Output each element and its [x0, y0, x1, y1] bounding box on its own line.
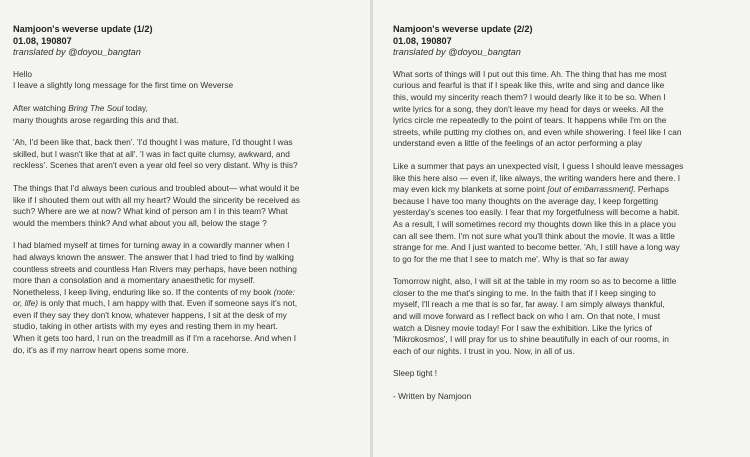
text-line — [393, 184, 740, 196]
text-line: more than a consolation and a momentary anaesthetic for myself. — [13, 275, 256, 286]
right-title: Namjoon's weverse update (2/2) — [393, 24, 533, 34]
text-line: would the members think? And what about you all, below the stage ? — [13, 217, 267, 228]
text-line: I had blamed myself at times for turning away in a cowardly manner when I — [13, 240, 290, 251]
text-line: because I have too many thoughts on the average day, I keep forgetting — [393, 195, 659, 206]
text-line: curious and fearful is that if I speak like this, write and sing and dance like — [393, 80, 665, 91]
text-line: - Written by Namjoon — [393, 391, 472, 402]
text-line: skilled, but I wasn't like that at all'. 'I was in fact quite clumsy, awkward, and — [13, 148, 290, 159]
right-page — [373, 0, 750, 457]
note-text: (note: — [273, 286, 296, 297]
text-line: myself, I'll reach a me that is so far, far away. I am simply always thankful, — [393, 299, 665, 310]
left-paragraph-5 — [13, 240, 360, 356]
text-line: many thoughts arose regarding this and that. — [13, 114, 179, 125]
text-line: each of our nights. I trust in you. Now, in all of us. — [393, 345, 575, 356]
text-segment: is only that much, I am happy with that. Even if someone says it's not, — [38, 298, 298, 309]
text-line: 'Mikrokosmos', I will pray for us to shine beautifully in each of our rooms, in — [393, 334, 669, 345]
text-line: to go for the me that I see to match me'. Why is that so far away — [393, 253, 629, 264]
text-line: strange for me. And I just wanted to become better. 'Ah, I still have a long way — [393, 242, 680, 253]
text-line: What sorts of things will I put out this time. Ah. The thing that has me most — [393, 68, 667, 79]
text-line: can all see them. I'm not sure what you'll think about the movie. It was a little — [393, 230, 675, 241]
text-line: studio, taking in other artists with my eyes and resting them in my heart. — [13, 321, 278, 332]
left-date: 01.08, 190807 — [13, 35, 72, 46]
aside-text: [out of embarrassment] — [547, 184, 634, 195]
text-line: Like a summer that pays an unexpected visit, I guess I should leave messages — [393, 160, 684, 171]
right-page-content — [393, 24, 740, 414]
left-page — [0, 0, 370, 457]
text-segment: today, — [123, 102, 148, 113]
text-line — [13, 287, 360, 299]
text-line: Sleep tight ! — [393, 368, 438, 379]
left-credit: translated by @doyou_bangtan — [13, 47, 141, 58]
right-credit: translated by @doyou_bangtan — [393, 47, 521, 58]
left-paragraph-1 — [13, 69, 360, 92]
right-date: 01.08, 190807 — [393, 35, 452, 46]
text-line: watch a Disney movie today! For I saw the exhibition. Like the lyrics of — [393, 322, 652, 333]
text-line: write lyrics for a song, they don't leave my head for days or weeks. All the — [393, 103, 664, 114]
text-line: reckless'. Scenes that aren't even a year old feel so very distant. Why is this? — [13, 160, 298, 171]
text-line: When it gets too hard, I run on the treadmill as if I'm a racehorse. And when I — [13, 333, 297, 344]
text-line: do, it's as if my narrow heart opens some more. — [13, 344, 189, 355]
right-paragraph-1 — [393, 69, 740, 150]
text-segment: After watching — [13, 102, 69, 113]
text-line: like if I shouted them out with all my heart? Would the sincerity be received as — [13, 194, 300, 205]
text-segment: may even kick my blankets at some point — [393, 184, 548, 195]
text-line: The things that I'd always been curious and troubled about— what would it be — [13, 182, 300, 193]
text-line — [13, 298, 360, 310]
text-line: countless streets and countless Han Rivers may perhaps, have been nothing — [13, 263, 297, 274]
text-line: such? Where are we at now? What kind of person am I in this team? What — [13, 206, 288, 217]
left-paragraph-4 — [13, 183, 360, 229]
right-paragraph-4 — [393, 368, 740, 380]
text-line: like this here also — even if, like always, the writing wanders here and there. I — [393, 172, 681, 183]
text-line: 'Ah, I'd been like that, back then'. 'I'd thought I was mature, I'd thought I was — [13, 137, 293, 148]
left-paragraph-3 — [13, 137, 360, 172]
text-line: I leave a slightly long message for the first time on Weverse — [13, 80, 234, 91]
text-line: Tomorrow night, also, I will sit at the table in my room so as to become a little — [393, 276, 677, 287]
text-line — [13, 103, 360, 115]
text-line: this, would my sincerity reach them? I would dearly like it to be so. When I — [393, 91, 666, 102]
text-line: streets, while putting my clothes on, and even while showering. I feel like I can — [393, 126, 682, 137]
movie-title: Bring The Soul — [68, 102, 124, 113]
text-line: and will move forward as I reflect back on who I am. On that note, I must — [393, 311, 661, 322]
note-text: or, life) — [13, 298, 39, 309]
text-segment: Nonetheless, I keep living, enduring like so. If the contents of my book — [13, 286, 274, 297]
text-line: closer to the me that's singing to me. In the faith that if I keep singing to — [393, 287, 656, 298]
text-line: Hello — [13, 68, 33, 79]
text-line: had always known the answer. The answer that I had tried to find by walking — [13, 251, 294, 262]
text-line: yesterday's scenes too easily. I fear that my forgetfulness will become a habit. — [393, 207, 680, 218]
left-page-content — [13, 24, 360, 367]
text-line: even if they say they don't know, whatever happens, I sit at the desk of my — [13, 309, 287, 320]
left-title: Namjoon's weverse update (1/2) — [13, 24, 153, 34]
right-paragraph-2 — [393, 161, 740, 265]
right-signature — [393, 391, 740, 403]
text-segment: . Perhaps — [633, 184, 669, 195]
text-line: lyrics circle me repeatedly to the point of tears. It happens while I'm on the — [393, 115, 667, 126]
text-line: As a result, I will sometimes record my thoughts down like this in a place you — [393, 218, 676, 229]
left-paragraph-2 — [13, 103, 360, 126]
right-paragraph-3 — [393, 276, 740, 357]
text-line: understand even a little of the feelings of an actor performing a play — [393, 138, 643, 149]
